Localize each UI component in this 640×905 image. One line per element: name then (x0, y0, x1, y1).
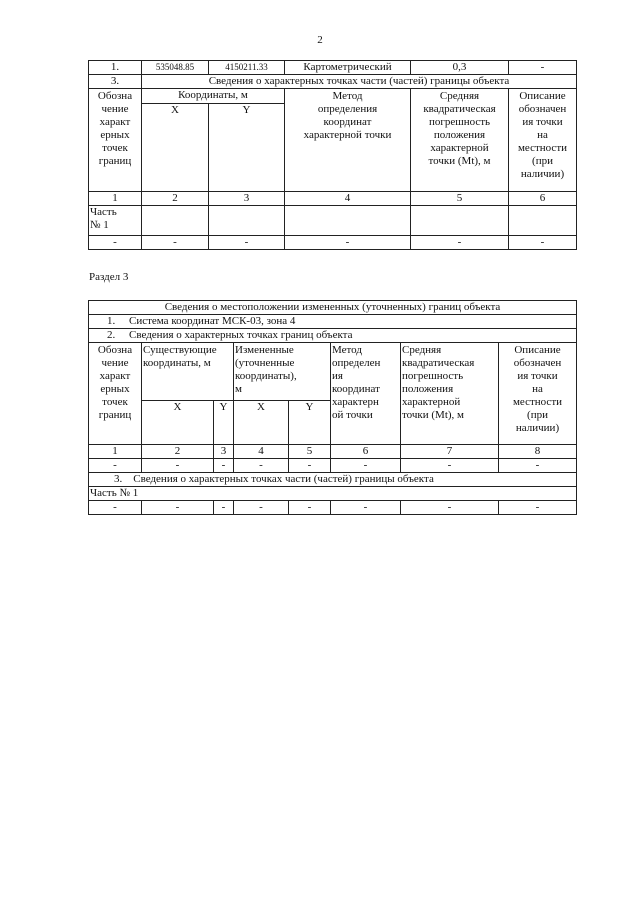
coord-x-value: 535048.85 (142, 61, 209, 75)
dash-cell: - (331, 501, 401, 515)
column-number: 6 (331, 445, 401, 459)
table-row (89, 61, 577, 75)
header-line: точек (102, 142, 128, 154)
description-header (509, 89, 577, 192)
header-line: характ (99, 370, 131, 382)
dash-cell: - (214, 501, 234, 515)
dash-cell: - (142, 501, 214, 515)
coordinates-header: Координаты, м (142, 89, 285, 104)
part-label-line: № 1 (90, 219, 109, 231)
section-number: 3. (89, 75, 142, 89)
header-line: обозначен (513, 357, 562, 369)
header-line: наличии) (520, 168, 565, 180)
header-line: м (235, 383, 242, 395)
table-row (89, 459, 577, 473)
header-line: Метод (332, 344, 362, 356)
header-line: характерн (332, 396, 379, 408)
header-line: точки (Mt), м (428, 155, 491, 167)
x-header: X (234, 401, 289, 445)
table-title: Сведения о местоположении измененных (уточненных) границ объекта (89, 301, 577, 315)
item-row (89, 329, 577, 343)
item-cell (89, 329, 577, 343)
header-line: ия (332, 370, 343, 382)
header-line: обозначен (518, 103, 567, 115)
dash-cell: - (289, 459, 331, 473)
header-line: квадратическая (423, 103, 496, 115)
dash-cell: - (142, 459, 214, 473)
header-line: точки (Mt), м (402, 409, 465, 421)
designation-header (89, 89, 142, 192)
table-changed-boundaries (88, 300, 577, 515)
dash-cell: - (89, 459, 142, 473)
header-line: на (532, 383, 543, 395)
header-line: Измененные (235, 344, 294, 356)
page-number: 2 (317, 34, 323, 46)
item-text: Система координат МСК-03, зона 4 (129, 315, 296, 327)
dash-cell: - (289, 501, 331, 515)
column-number: 1 (89, 445, 142, 459)
part-label: Часть № 1 (89, 487, 577, 501)
item-text: Сведения о характерных точках части (частей) границы объекта (133, 473, 434, 485)
dash-cell: - (499, 501, 577, 515)
header-line: чение (101, 103, 129, 115)
empty-cell (509, 206, 577, 236)
changed-coords-header (234, 343, 331, 401)
dash-cell: - (411, 236, 509, 250)
part-label-line: Часть (90, 206, 117, 218)
header-line: ерных (100, 383, 130, 395)
header-line: границ (98, 409, 132, 421)
dash-cell: - (89, 236, 142, 250)
header-line: (при (532, 155, 553, 167)
column-number: 7 (401, 445, 499, 459)
header-line: (уточненные (235, 357, 295, 369)
column-number: 3 (209, 192, 285, 206)
column-number: 2 (142, 192, 209, 206)
item-number: 3. (114, 473, 123, 485)
header-line: координат (332, 383, 380, 395)
header-line: погрешность (428, 116, 491, 128)
section-heading: Раздел 3 (89, 271, 129, 283)
header-line: ия точки (522, 116, 563, 128)
column-number: 4 (234, 445, 289, 459)
header-line: Средняя (402, 344, 442, 356)
existing-coords-header (142, 343, 234, 401)
header-line: точек (102, 396, 128, 408)
column-number: 5 (411, 192, 509, 206)
header-line: характерной (402, 396, 461, 408)
header-line: положения (402, 383, 454, 395)
header-line: ерных (100, 129, 130, 141)
item-cell (89, 473, 577, 487)
header-line: характ (99, 116, 131, 128)
y-header: Y (289, 401, 331, 445)
item-number: 1. (107, 315, 116, 327)
row-number: 1. (89, 61, 142, 75)
header-line: координат (323, 116, 372, 128)
designation-header (89, 343, 142, 445)
dash-cell: - (234, 459, 289, 473)
column-number: 1 (89, 192, 142, 206)
dash-cell: - (499, 459, 577, 473)
table-title-row (89, 301, 577, 315)
x-header: X (142, 104, 209, 192)
empty-cell (411, 206, 509, 236)
header-line: определения (317, 103, 378, 115)
part-label-row (89, 206, 577, 236)
dash-cell: - (509, 236, 577, 250)
item-cell (89, 315, 577, 329)
mt-value: 0,3 (411, 61, 509, 75)
y-header: Y (209, 104, 285, 192)
dash-cell: - (401, 459, 499, 473)
header-line: координаты, м (143, 357, 211, 369)
mt-header (401, 343, 499, 445)
dash-cell: - (234, 501, 289, 515)
header-line: Существующие (143, 344, 217, 356)
column-number: 6 (509, 192, 577, 206)
table-row (89, 236, 577, 250)
header-line: Описание (519, 90, 566, 102)
column-number: 3 (214, 445, 234, 459)
header-line: наличии) (515, 422, 560, 434)
header-line: границ (98, 155, 132, 167)
header-line: погрешность (402, 370, 464, 382)
y-header: Y (214, 401, 234, 445)
section-heading-row (89, 75, 577, 89)
header-line: ия точки (517, 370, 558, 382)
part-label-row (89, 487, 577, 501)
empty-cell (285, 206, 411, 236)
empty-cell (209, 206, 285, 236)
column-number: 5 (289, 445, 331, 459)
method-value: Картометрический (285, 61, 411, 75)
header-line: местности (512, 396, 563, 408)
dash-cell: - (285, 236, 411, 250)
empty-cell (142, 206, 209, 236)
header-line: определен (332, 357, 381, 369)
section-title: Сведения о характерных точках части (частей) границы объекта (142, 75, 577, 89)
header-line: Средняя (439, 90, 480, 102)
item-row (89, 473, 577, 487)
header-line: характерной точки (303, 129, 392, 141)
description-value: - (509, 61, 577, 75)
dash-cell: - (142, 236, 209, 250)
part-label (89, 206, 142, 236)
header-line: характерной (430, 142, 489, 154)
header-line: Описание (514, 344, 561, 356)
header-line: чение (101, 357, 129, 369)
dash-cell: - (89, 501, 142, 515)
header-line: координаты), (235, 370, 297, 382)
item-number: 2. (107, 329, 116, 341)
column-number: 4 (285, 192, 411, 206)
description-header (499, 343, 577, 445)
item-row (89, 315, 577, 329)
column-numbers-row (89, 445, 577, 459)
item-text: Сведения о характерных точках границ объекта (129, 329, 353, 341)
table-row (89, 501, 577, 515)
x-header: X (142, 401, 214, 445)
header-row (89, 343, 577, 401)
header-line: (при (527, 409, 548, 421)
column-number: 8 (499, 445, 577, 459)
method-header (285, 89, 411, 192)
header-line: Обозна (97, 90, 133, 102)
dash-cell: - (214, 459, 234, 473)
mt-header (411, 89, 509, 192)
coord-y-value: 4150211.33 (209, 61, 285, 75)
table-characteristic-points-part (88, 60, 577, 250)
dash-cell: - (331, 459, 401, 473)
method-header (331, 343, 401, 445)
dash-cell: - (209, 236, 285, 250)
header-row (89, 89, 577, 104)
dash-cell: - (401, 501, 499, 515)
header-line: Обозна (97, 344, 133, 356)
header-line: ой точки (332, 409, 373, 421)
header-line: местности (517, 142, 568, 154)
header-line: Метод (332, 90, 363, 102)
header-line: на (537, 129, 548, 141)
header-line: квадратическая (402, 357, 475, 369)
column-numbers-row (89, 192, 577, 206)
column-number: 2 (142, 445, 214, 459)
header-line: положения (433, 129, 486, 141)
